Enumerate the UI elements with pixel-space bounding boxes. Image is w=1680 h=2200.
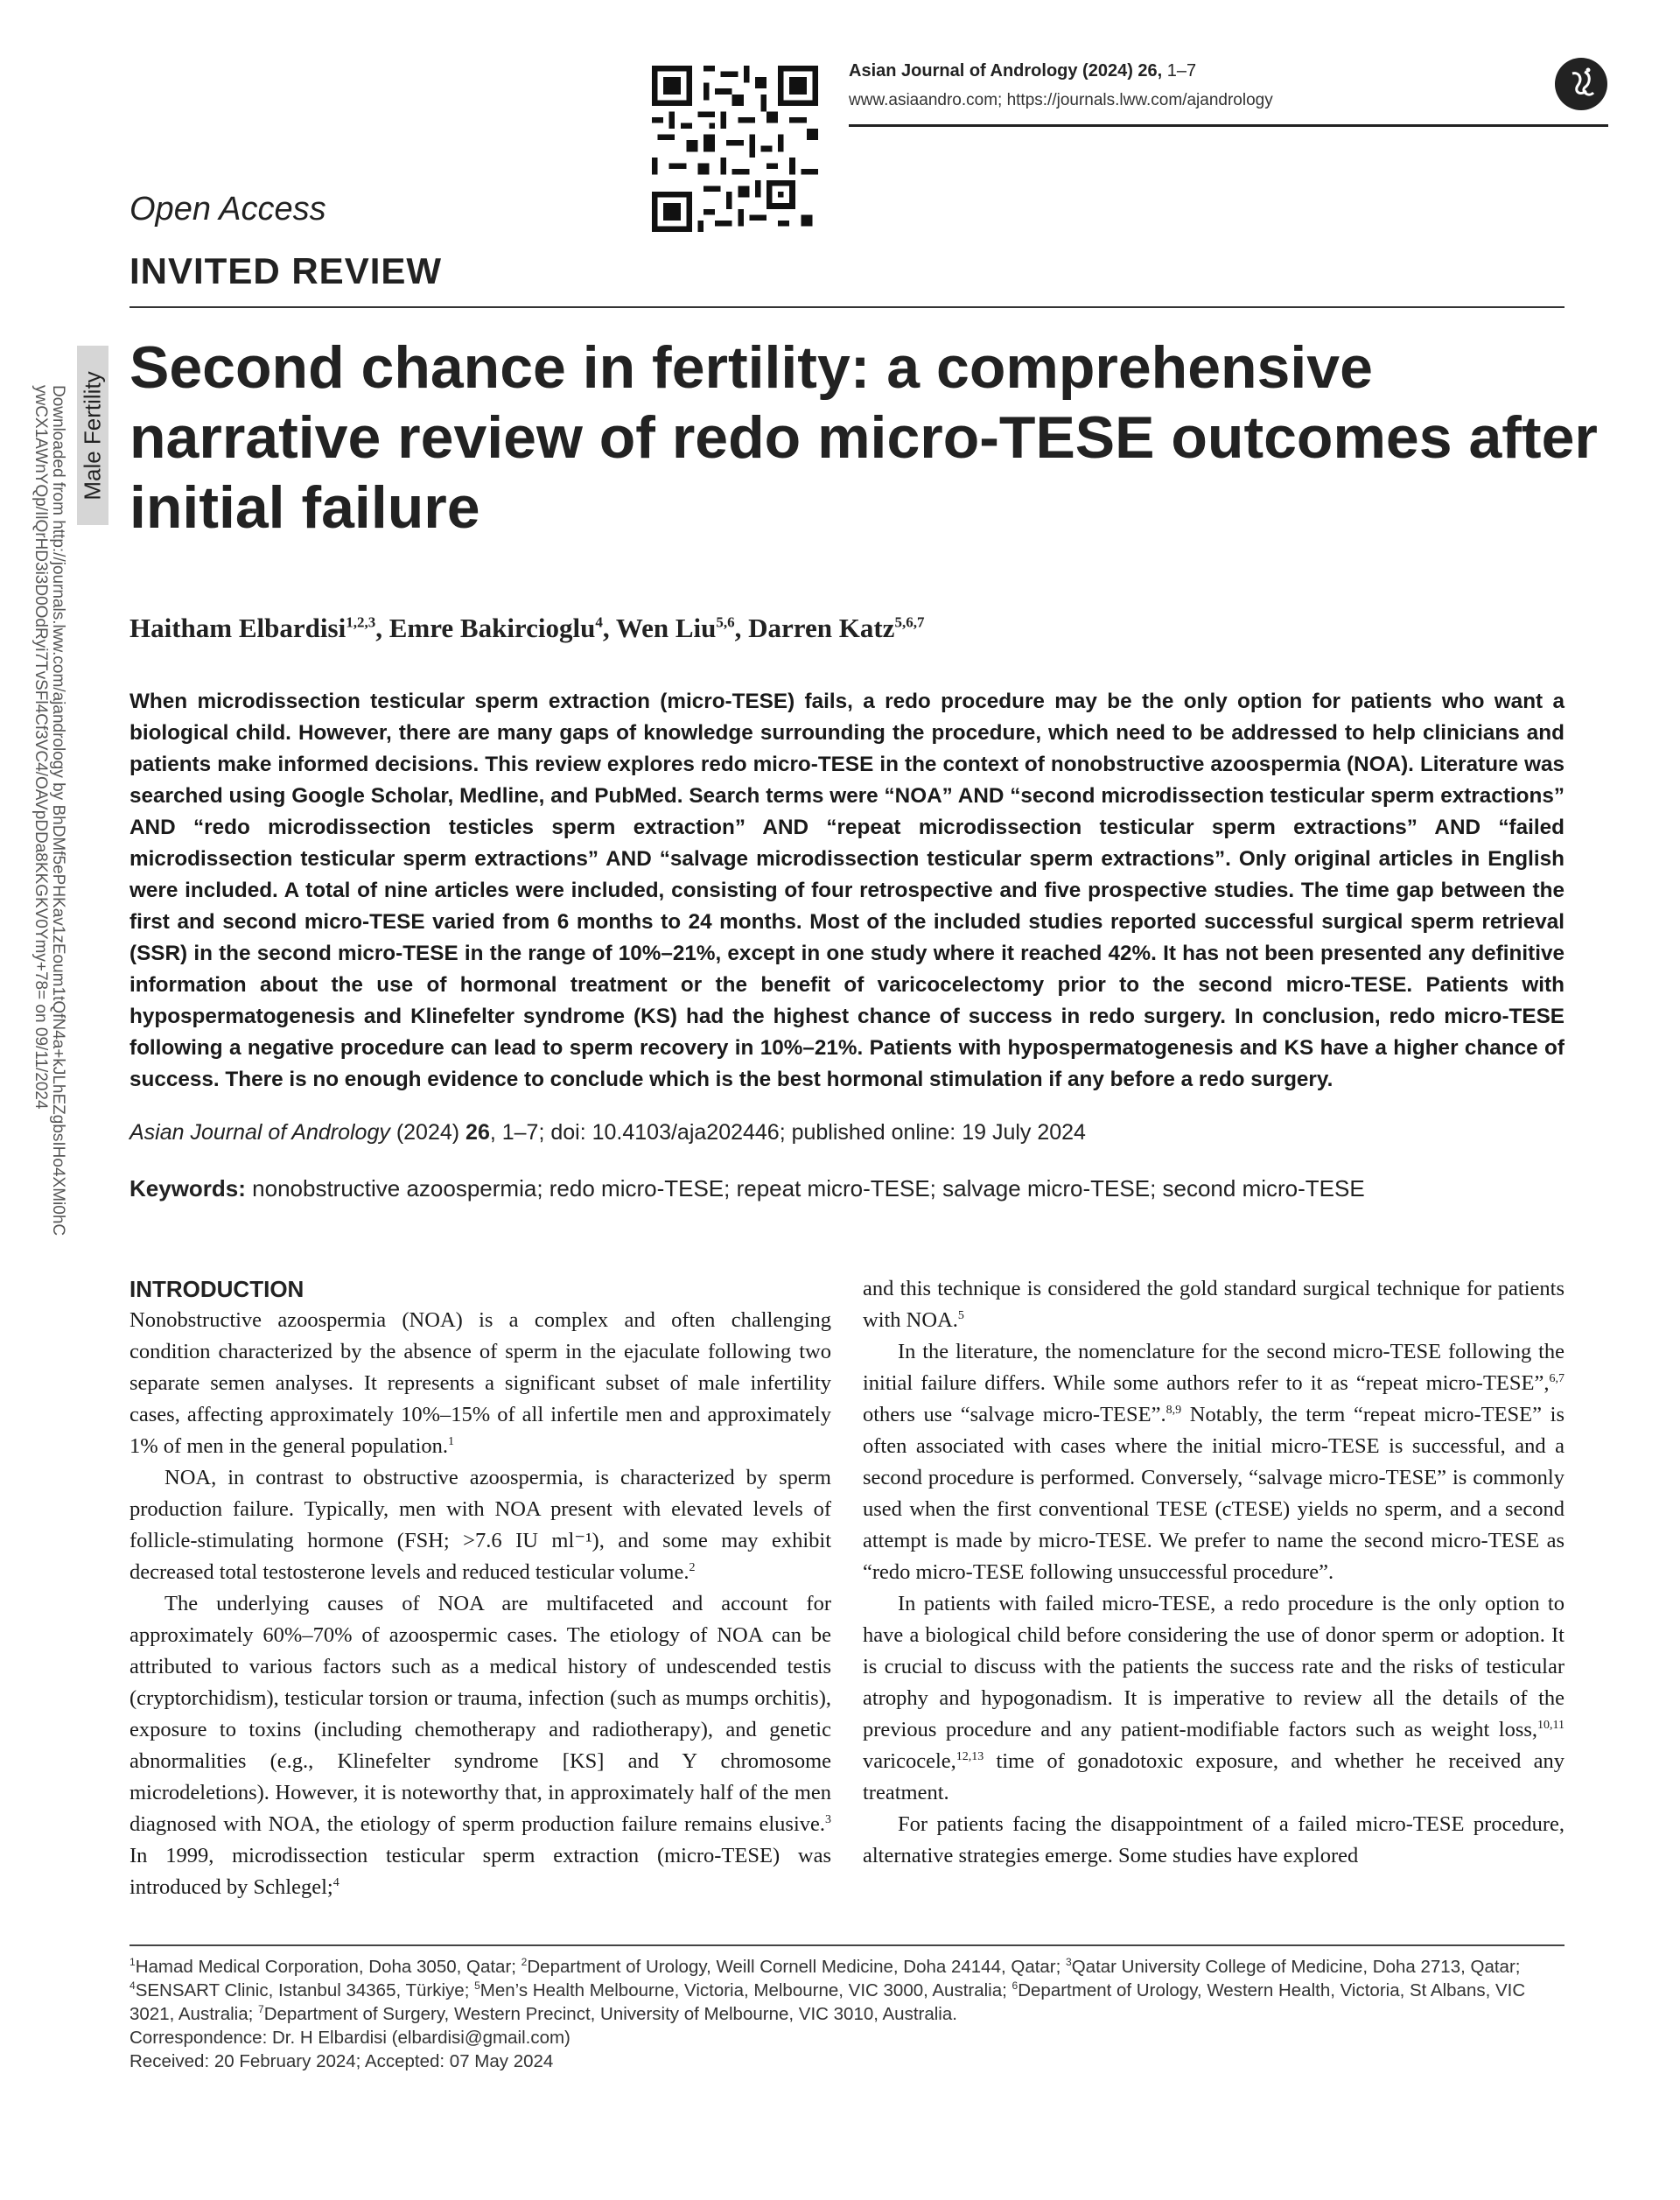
reference: 6,7 <box>1549 1371 1564 1385</box>
section-heading: INTRODUCTION <box>130 1276 304 1302</box>
author-affiliation: 1,2,3 <box>346 613 376 631</box>
section-tab <box>77 346 108 525</box>
journal-citation-header: Asian Journal of Andrology (2024) 26, 1–7 <box>849 61 1197 81</box>
open-access-label: Open Access <box>130 191 326 228</box>
reference: 3 <box>825 1812 831 1826</box>
reference: 2 <box>689 1560 696 1574</box>
affiliations: $^1$Hamad Medical Corporation, Doha 3050, Qatar; $^2$Department of Urology, Weill Cornell Medicine, Doha 24144, Qatar; $^3$Qatar University College of Medicine, Doha 2713, Qatar; $^4$SENSART Clinic, Istanbul 34365, Türkiye; $^5$Men’s Health Melbourne, Victoria, Melbourne, VIC 3000, Australia; $^6$Department of Urology, Western Health, Victoria, St Albans, VIC 3021, Australia; $^7$Department of Surgery, Western Precinct, University of Melbourne, VIC 3010, Australia. <box>130 1956 1526 2024</box>
author-affiliation: 5,6 <box>716 613 735 631</box>
download-notice-line: Downloaded from http://journals.lww.com/ajandrology by BhDMf5ePHKav1zEoum1tQfN4a+kJLhEZgbsIHo4XMi0hC <box>49 385 67 1237</box>
paragraph: The underlying causes of NOA are multifaceted and account for approximately 60%–70% of azoospermic cases. The etiology of NOA can be attributed to various factors such as a medical history of undescended testis (cryptorchidism), testicular torsion or trauma, infection (such as mumps orchitis), exposure to toxins (including chemotherapy and radiotherapy), and genetic abnormalities (e.g., Klinefelter syndrome [KS] and Y chromosome microdeletions). However, it is noteworthy that, in approximately half of the men diagnosed with NOA, the etiology of sperm production failure remains elusive.$^3$ In 1999, microdissection testicular sperm extraction (micro-TESE) was introduced by Schlegel;$^4$ <box>130 1592 831 1899</box>
title-line: initial failure <box>130 474 480 541</box>
reference: 5 <box>957 1308 964 1322</box>
footnote-divider <box>130 1944 1564 1946</box>
author-name: Darren Katz <box>748 613 895 643</box>
section-tab-label: Male Fertility <box>79 370 106 501</box>
paragraph: Nonobstructive azoospermia (NOA) is a complex and often challenging condition characterized by the absence of sperm in the ejaculate following two separate semen analyses. It represents a significant subset of male infertility cases, affecting approximately 10%–15% of all infertile men and approximately 1% of men in the general population.$^1$ <box>130 1308 831 1458</box>
paragraph: For patients facing the disappointment of a failed micro-TESE procedure, alternative strategies emerge. Some studies have explored <box>863 1812 1564 1867</box>
keywords-list: nonobstructive azoospermia; redo micro-TESE; repeat micro-TESE; salvage micro-TESE; second micro-TESE <box>245 1175 1365 1202</box>
paragraph: In the literature, the nomenclature for the second micro-TESE following the initial failure differs. While some authors refer to it as “repeat micro-TESE”,$^{6,7}$ others use “salvage micro-TESE”.$^{8,9}$ Notably, the term “repeat micro-TESE” is often associated with cases where the initial micro-TESE is successful, and a second procedure is performed. Conversely, “salvage micro-TESE” is commonly used when the first conventional TESE (cTESE) yields no sperm, and a second attempt is made by micro-TESE. We prefer to name the second micro-TESE as “redo micro-TESE following unsuccessful procedure”. <box>863 1340 1564 1584</box>
header-divider <box>849 124 1608 127</box>
download-notice-line: ywCX1AWnYQp/IlQrHD3i3D0OdRyi7TvSFl4Cf3VC4/OAVpDDa8KKGKV0Ymy+78= on 09/11/2024 <box>32 385 50 1110</box>
body-column-right <box>863 1273 1564 1872</box>
body-column-left <box>130 1273 831 1903</box>
title-line: Second chance in fertility: a comprehensive <box>130 334 1373 401</box>
keywords <box>130 1175 1365 1202</box>
keywords-label: Keywords: <box>130 1175 246 1202</box>
reference: 8,9 <box>1166 1403 1182 1417</box>
qr-code-icon <box>652 66 818 232</box>
received-date: Received: 20 February 2024; Accepted: 07 May 2024 <box>130 2051 554 2071</box>
title-line: narrative review of redo micro-TESE outcomes after <box>130 404 1598 471</box>
footnotes <box>130 1955 1564 2073</box>
abstract: When microdissection testicular sperm extraction (micro-TESE) fails, a redo procedure may be the only option for patients who want a biological child. However, there are many gaps of knowledge surrounding the procedure, which need to be addressed to help clinicians and patients make informed decisions. This review explores redo micro-TESE in the context of nonobstructive azoospermia (NOA). Literature was searched using Google Scholar, Medline, and PubMed. Search terms were “NOA” AND “second microdissection testicular sperm extractions” AND “redo microdissection testicles sperm extraction” AND “repeat microdissection testicular sperm extractions” AND “failed microdissection testicular sperm extractions” AND “salvage microdissection testicular sperm extractions”. Only original articles in English were included. A total of nine articles were included, consisting of four retrospective and five prospective studies. The time gap between the first and second micro-TESE varied from 6 months to 24 months. Most of the included studies reported successful surgical sperm retrieval (SSR) in the second micro-TESE in the range of 10%–21%, except in one study where it reached 42%. It has not been presented any definitive information about the use of hormonal treatment or the benefit of varicocelectomy prior to the second micro-TESE. Patients with hypospermatogenesis and Klinefelter syndrome (KS) had the highest chance of success in redo surgery. In conclusion, redo micro-TESE following a negative procedure can lead to sperm recovery in 10%–21%. Patients with hypospermatogenesis and KS have a higher chance of success. There is no enough evidence to conclude which is the best hormonal stimulation if any before a redo surgery. <box>130 690 1564 1091</box>
article-type: INVITED REVIEW <box>130 250 443 291</box>
author-name: Wen Liu <box>615 613 717 643</box>
reference: 4 <box>332 1875 340 1889</box>
reference: 12,13 <box>956 1749 984 1763</box>
correspondence: Correspondence: Dr. H Elbardisi (elbardisi@gmail.com) <box>130 2028 570 2048</box>
author-name: Emre Bakircioglu <box>388 613 596 643</box>
reference: 1 <box>448 1434 454 1448</box>
paragraph: NOA, in contrast to obstructive azoospermia, is characterized by sperm production failure. Typically, men with NOA present with elevated levels of follicle-stimulating hormone (FSH; >7.6 IU ml⁻¹), and some may exhibit decreased total testosterone levels and reduced testicular volume.$^2$ <box>130 1466 831 1584</box>
download-notice <box>32 385 66 1418</box>
article-title <box>130 333 1617 543</box>
title-divider <box>130 306 1564 308</box>
journal-websites: www.asiaandro.com; https://journals.lww.com/ajandrology <box>849 91 1273 109</box>
paragraph: and this technique is considered the gold standard surgical technique for patients with NOA.$^5$ <box>863 1277 1564 1332</box>
author-affiliation: 4 <box>595 613 603 631</box>
author-affiliation: 5,6,7 <box>894 613 925 631</box>
author-name: Haitham Elbardisi <box>130 613 346 643</box>
paragraph: In patients with failed micro-TESE, a redo procedure is the only option to have a biological child before considering the use of donor sperm or adoption. It is crucial to discuss with the patients the success rate and the risks of testicular atrophy and hypogonadism. It is imperative to review all the details of the previous procedure and any patient-modifiable factors such as weight loss,$^{10,11}$ varicocele,$^{12,13}$ time of gonadotoxic exposure, and whether he received any treatment. <box>863 1592 1564 1804</box>
journal-logo-icon <box>1553 56 1609 112</box>
article-citation: Asian Journal of Andrology (2024) 26, 1–7; doi: 10.4103/aja202446; published online: 19 July 2024 <box>130 1120 1086 1145</box>
author-list: Haitham Elbardisi$^{1,2,3}$, Emre Bakircioglu$^4$, Wen Liu$^{5,6}$, Darren Katz$^{5,6,7}$ <box>130 613 925 643</box>
reference: 10,11 <box>1537 1718 1564 1732</box>
